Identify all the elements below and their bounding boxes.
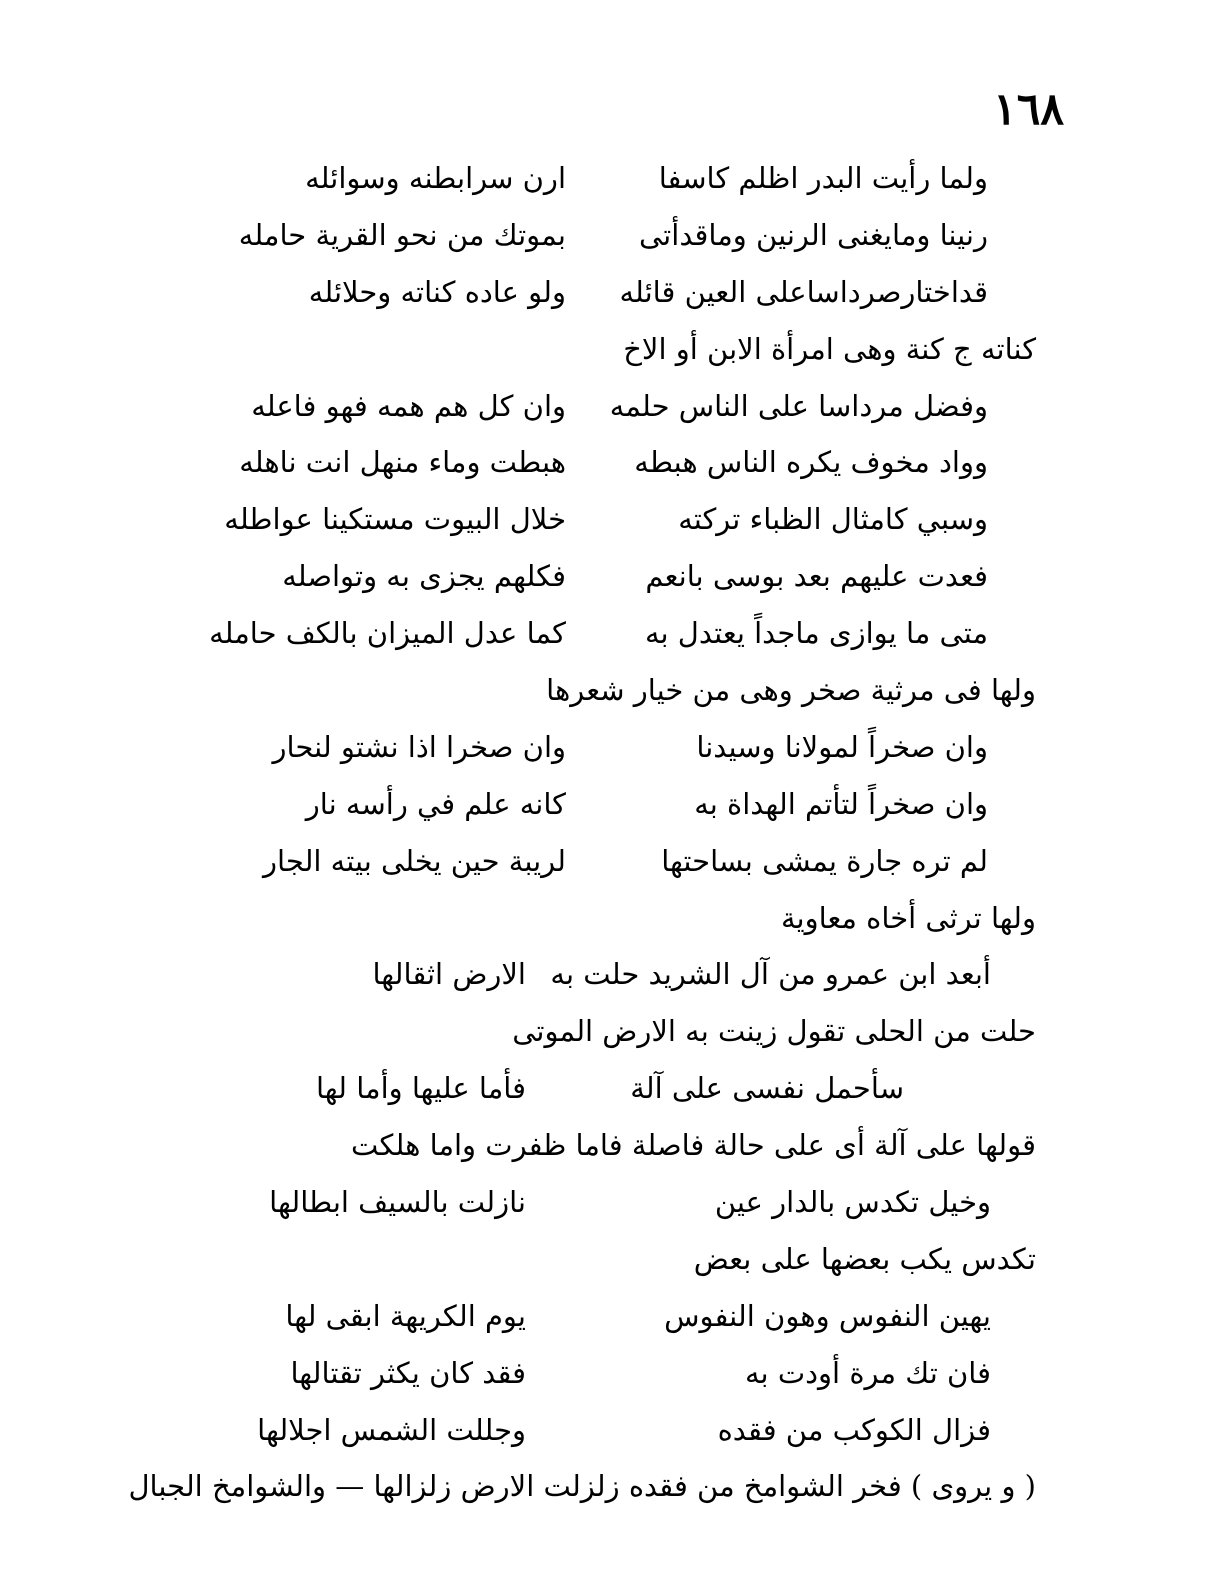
commentary-line: [0, 1117, 1216, 1174]
verse-line: [0, 1345, 1216, 1402]
verse-line: [0, 1288, 1216, 1345]
second-hemistich: وان صخرا اذا نشتو لنحار: [272, 729, 566, 764]
verse-line: [0, 776, 1216, 833]
second-hemistich: ولو عاده كناته وحلائله: [308, 274, 566, 309]
verse-line: [0, 605, 1216, 662]
commentary-line: [0, 1003, 1216, 1060]
second-hemistich: فقد كان يكثر تقتالها: [290, 1355, 526, 1390]
first-hemistich: قداختارصرداساعلى العين قائله: [619, 274, 988, 309]
first-hemistich: لم تره جارة يمشى بساحتها: [661, 843, 988, 878]
verse-line: [0, 833, 1216, 890]
second-hemistich: لريبة حين يخلى بيته الجار: [263, 843, 566, 878]
second-hemistich: فأما عليها وأما لها: [315, 1071, 526, 1106]
second-hemistich: وجللت الشمس اجلالها: [257, 1412, 526, 1447]
first-hemistich: فان تك مرة أودت به: [744, 1355, 991, 1390]
second-hemistich: الارض اثقالها: [372, 957, 526, 992]
commentary-text: كناته ج كنة وهى امرأة الابن أو الاخ: [623, 331, 1036, 366]
commentary-line: [0, 1231, 1216, 1288]
first-hemistich: ولما رأيت البدر اظلم كاسفا: [658, 161, 988, 195]
second-hemistich: ارن سرابطنه وسوائله: [305, 161, 566, 195]
verse-line: [0, 150, 1216, 207]
commentary-text: ولها ترثى أخاه معاوية: [780, 900, 1036, 935]
verse-line: [0, 1402, 1216, 1459]
first-hemistich: فعدت عليهم بعد بوسى بانعم: [645, 559, 988, 594]
second-hemistich: فكلهم يجزى به وتواصله: [282, 559, 566, 594]
first-hemistich: متى ما يوازى ماجداً يعتدل به: [644, 616, 988, 651]
commentary-line: [0, 1458, 1216, 1515]
page-number: ١٦٨: [993, 84, 1064, 135]
verse-line: [0, 1060, 1216, 1117]
first-hemistich: وان صخراً لتأتم الهداة به: [694, 786, 988, 821]
verse-line: [0, 548, 1216, 605]
commentary-line: [0, 321, 1216, 378]
commentary-text: ولها فى مرثية صخر وهى من خيار شعرها: [546, 673, 1036, 708]
first-hemistich: وخيل تكدس بالدار عين: [714, 1185, 991, 1220]
second-hemistich: بموتك من نحو القرية حامله: [238, 217, 566, 252]
first-hemistich: وواد مخوف يكره الناس هبطه: [634, 445, 988, 480]
first-hemistich: فزال الكوكب من فقده: [717, 1412, 991, 1447]
first-hemistich: يهين النفوس وهون النفوس: [664, 1298, 991, 1333]
verse-line: [0, 264, 1216, 321]
second-hemistich: كانه علم في رأسه نار: [305, 786, 566, 821]
second-hemistich: وان كل هم همه فهو فاعله: [251, 388, 566, 423]
commentary-text: ( و يروى ) فخر الشوامخ من فقده زلزلت الارض زلزالها — والشوامخ الجبال: [128, 1469, 1036, 1504]
second-hemistich: يوم الكريهة ابقى لها: [285, 1298, 526, 1333]
first-hemistich: رنينا ومايغنى الرنين وماقدأتى: [639, 217, 988, 252]
first-hemistich: أبعد ابن عمرو من آل الشريد حلت به: [550, 957, 991, 992]
verse-line: [0, 946, 1216, 1003]
commentary-line: [0, 662, 1216, 719]
verse-line: [0, 491, 1216, 548]
commentary-line: [0, 890, 1216, 947]
commentary-text: تكدس يكب بعضها على بعض: [693, 1241, 1036, 1276]
commentary-text: قولها على آلة أى على حالة فاصلة فاما ظفرت واما هلكت: [351, 1128, 1036, 1163]
first-hemistich: وان صخراً لمولانا وسيدنا: [696, 729, 988, 764]
commentary-text: حلت من الحلى تقول زينت به الارض الموتى: [512, 1014, 1036, 1049]
verse-line: [0, 207, 1216, 264]
second-hemistich: خلال البيوت مستكينا عواطله: [224, 502, 566, 537]
first-hemistich: وسبي كامثال الظباء تركته: [678, 502, 988, 537]
verse-line: [0, 378, 1216, 435]
second-hemistich: هبطت وماء منهل انت ناهله: [239, 445, 566, 480]
first-hemistich: وفضل مرداسا على الناس حلمه: [609, 388, 988, 423]
second-hemistich: نازلت بالسيف ابطالها: [269, 1185, 526, 1220]
verse-line: [0, 1174, 1216, 1231]
verse-line: [0, 434, 1216, 491]
second-hemistich: كما عدل الميزان بالكف حامله: [209, 616, 566, 651]
first-hemistich: سأحمل نفسى على آلة: [630, 1071, 904, 1106]
poem-body: [0, 150, 1216, 1515]
verse-line: [0, 719, 1216, 776]
